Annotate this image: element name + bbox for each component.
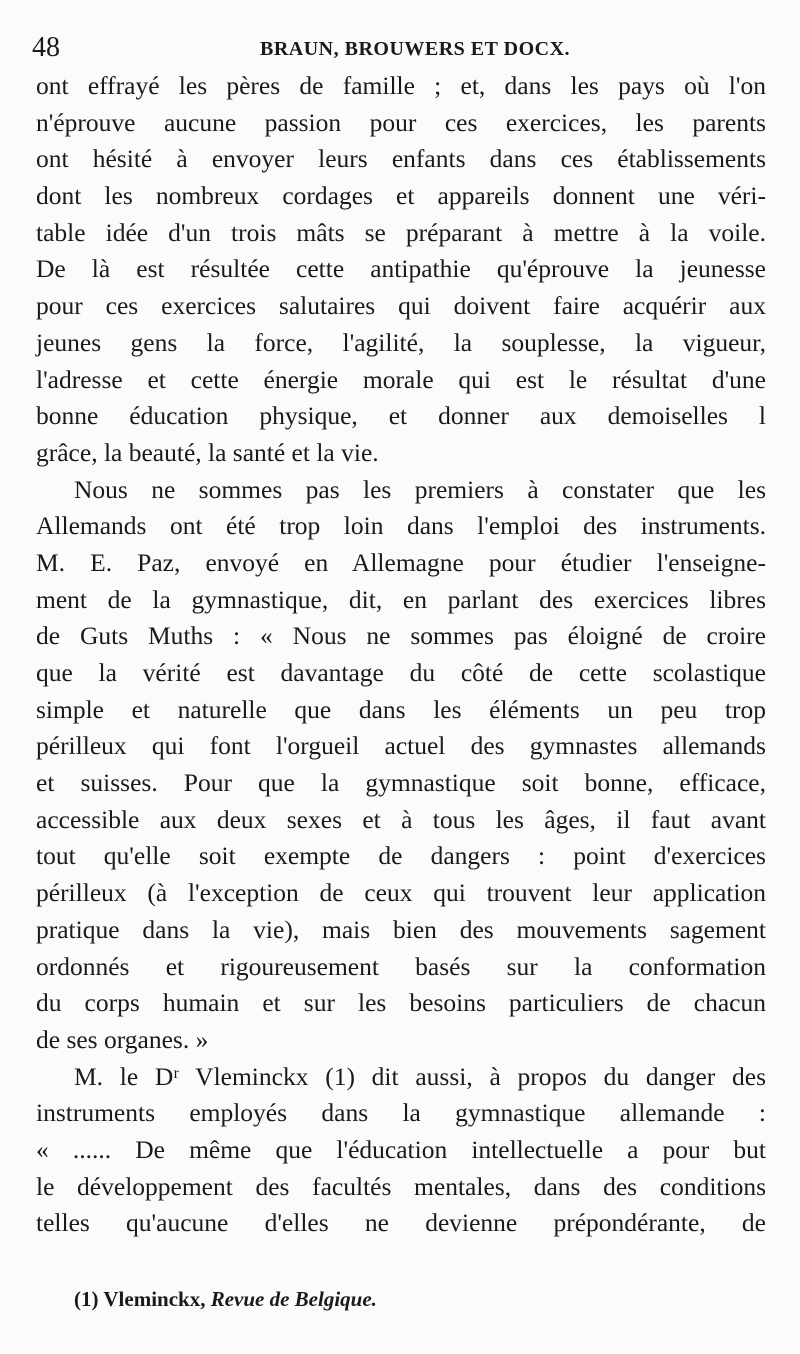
- text-line: bonne éducation physique, et donner aux demoiselles l: [36, 401, 766, 431]
- text-line: jeunes gens la force, l'agilité, la souplesse, la vigueur,: [36, 327, 766, 357]
- page-header: [32, 32, 772, 66]
- text-line: ordonnés et rigoureusement basés sur la conformation: [36, 951, 766, 981]
- text-line: le développement des facultés mentales, dans des conditions: [36, 1171, 766, 1201]
- text-line: Nous ne sommes pas les premiers à constater que les: [74, 474, 766, 504]
- text-line: Allemands ont été trop loin dans l'emploi des instruments.: [36, 511, 766, 541]
- body-text: [36, 68, 766, 1242]
- text-line: ont hésité à envoyer leurs enfants dans ces établissements: [36, 144, 766, 174]
- text-line: dont les nombreux cordages et appareils donnent une véri-: [36, 181, 766, 211]
- text-line: n'éprouve aucune passion pour ces exercices, les parents: [36, 107, 766, 137]
- text-line: accessible aux deux sexes et à tous les âges, il faut avant: [36, 804, 766, 834]
- text-line: pratique dans la vie), mais bien des mouvements sagement: [36, 914, 766, 944]
- text-line: instruments employés dans la gymnastique allemande :: [36, 1098, 766, 1128]
- footnote-author: Vleminckx,: [103, 1287, 206, 1311]
- text-line: ont effrayé les pères de famille ; et, dans les pays où l'on: [36, 71, 766, 100]
- text-line: simple et naturelle que dans les éléments un peu trop: [36, 694, 766, 724]
- text-line: ment de la gymnastique, dit, en parlant des exercices libres: [36, 584, 766, 614]
- text-line: pour ces exercices salutaires qui doivent faire acquérir aux: [36, 291, 766, 321]
- footnote-marker: (1): [74, 1287, 99, 1311]
- text-line: que la vérité est davantage du côté de cette scolastique: [36, 658, 766, 687]
- running-head: BRAUN, BROUWERS ET DOCX.: [260, 38, 571, 60]
- text-line: M. le Dʳ Vleminckx (1) dit aussi, à propos du danger des: [74, 1061, 766, 1091]
- text-line: De là est résultée cette antipathie qu'éprouve la jeunesse: [36, 254, 766, 284]
- text-line: et suisses. Pour que la gymnastique soit bonne, efficace,: [36, 768, 766, 798]
- text-line: table idée d'un trois mâts se préparant à mettre à la voile.: [36, 217, 766, 247]
- footnote: [74, 1287, 377, 1312]
- text-line: grâce, la beauté, la santé et la vie.: [36, 437, 379, 467]
- text-line: de Guts Muths : « Nous ne sommes pas éloigné de croire: [36, 621, 766, 651]
- text-line: périlleux qui font l'orgueil actuel des gymnastes allemands: [36, 731, 766, 761]
- footnote-source: Revue de Belgique.: [210, 1287, 377, 1311]
- text-line: l'adresse et cette énergie morale qui est le résultat d'une: [36, 364, 766, 394]
- text-line: M. E. Paz, envoyé en Allemagne pour étudier l'enseigne-: [36, 547, 766, 577]
- text-line: « ...... De même que l'éducation intellectuelle a pour but: [36, 1134, 766, 1164]
- text-line: périlleux (à l'exception de ceux qui trouvent leur application: [36, 878, 766, 908]
- text-line: du corps humain et sur les besoins particuliers de chacun: [36, 988, 766, 1018]
- text-line: tout qu'elle soit exempte de dangers : point d'exercices: [36, 841, 766, 871]
- text-line: telles qu'aucune d'elles ne devienne prépondérante, de: [36, 1208, 766, 1238]
- text-line: de ses organes. »: [36, 1024, 209, 1054]
- page-number: 48: [32, 32, 60, 63]
